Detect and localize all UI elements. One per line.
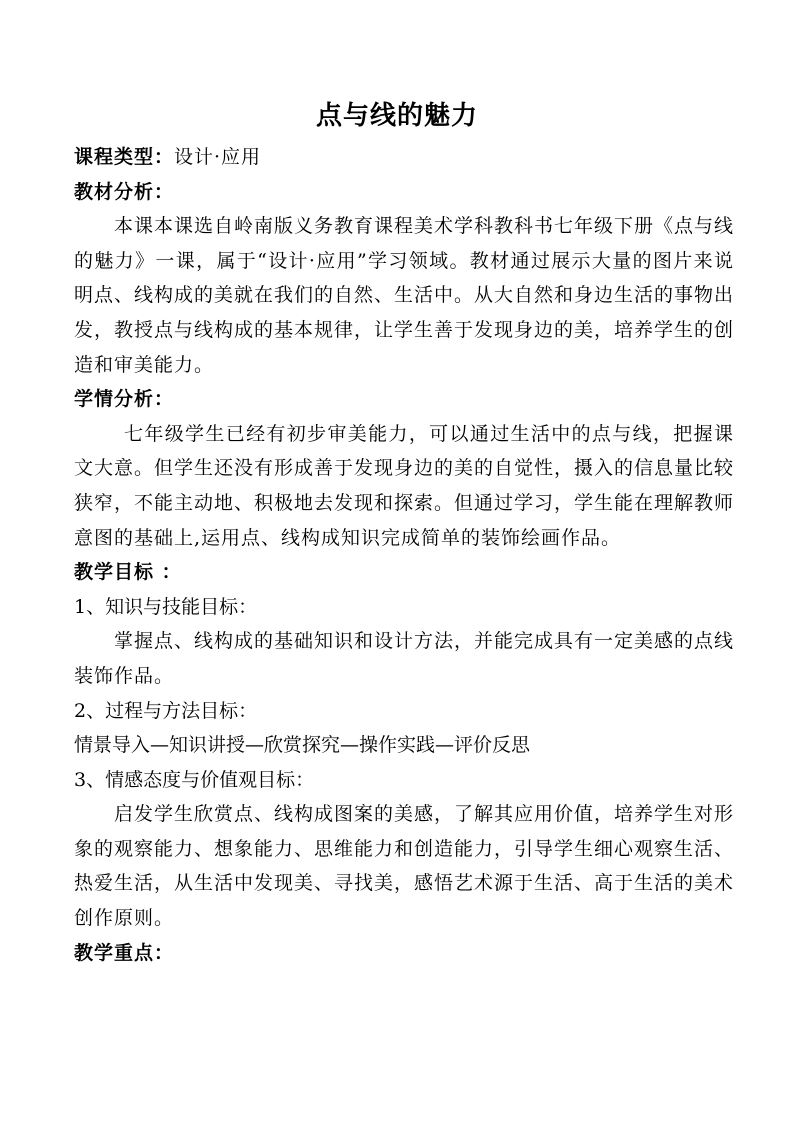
course-type-label: 课程类型： — [74, 146, 175, 168]
key-points-heading: 教学重点： — [74, 941, 175, 964]
student-analysis-paragraph: 七年级学生已经有初步审美能力，可以通过生活中的点与线，把握课文大意。但学生还没有形成善于发现身边的美的自觉性，摄入的信息量比较狭窄，不能主动地、积极地去发现和探索。但通过学习，学生能在理解教师意图的基础上,运用点、线构成知识完成简单的装饰绘画作品。 — [74, 422, 735, 549]
goal2-title: 2、过程与方法目标： — [74, 699, 258, 722]
course-type-line — [74, 140, 734, 175]
material-analysis-heading: 教材分析： — [74, 180, 175, 203]
student-analysis-heading: 学情分析： — [74, 388, 175, 411]
goal1-paragraph: 掌握点、线构成的基础知识和设计方法，并能完成具有一定美感的点线装饰作品。 — [74, 630, 735, 687]
course-type-value: 设计·应用 — [174, 146, 262, 168]
teaching-goals-heading: 教学目标 ： — [74, 561, 182, 584]
document-body — [74, 140, 734, 970]
goal1-title: 1、知识与技能目标： — [74, 595, 258, 618]
goal3-title: 3、情感态度与价值观目标： — [74, 768, 315, 791]
goal3-paragraph: 启发学生欣赏点、线构成图案的美感，了解其应用价值，培养学生对形象的观察能力、想象能力、思维能力和创造能力，引导学生细心观察生活、热爱生活，从生活中发现美、寻找美，感悟艺术源于生活、高于生活的美术创作原则。 — [74, 803, 735, 930]
goal2-paragraph: 情景导入—知识讲授—欣赏探究—操作实践—评价反思 — [74, 734, 531, 757]
document-title: 点与线的魅力 — [315, 101, 478, 131]
material-analysis-paragraph: 本课本课选自岭南版义务教育课程美术学科教科书七年级下册《点与线的魅力》一课，属于“设计·应用”学习领域。教材通过展示大量的图片来说明点、线构成的美就在我们的自然、生活中。从大自然和身边生活的事物出发，教授点与线构成的基本规律，让学生善于发现身边的美，培养学生的创造和审美能力。 — [74, 215, 735, 376]
